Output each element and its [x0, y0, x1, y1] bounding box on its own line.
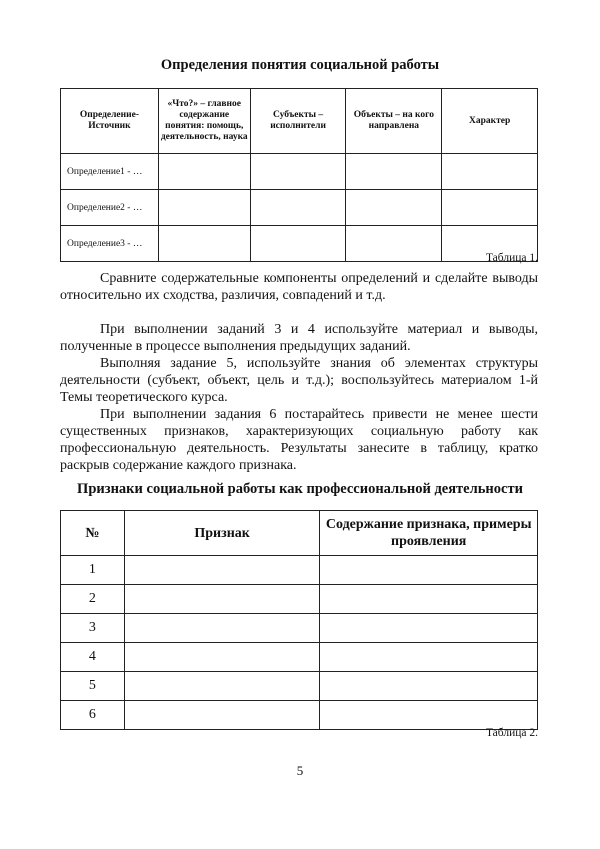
table-cell	[124, 614, 320, 643]
table-cell	[320, 672, 538, 701]
table-cell	[158, 226, 250, 262]
table-row	[61, 643, 538, 672]
features-table	[60, 510, 538, 730]
table-cell	[320, 643, 538, 672]
table-cell	[320, 614, 538, 643]
table-row	[61, 190, 538, 226]
table2-caption: Таблица 2.	[485, 727, 538, 739]
header-definition-source: Определение-Источник	[61, 89, 159, 154]
row-number: 4	[61, 643, 125, 672]
table1-caption: Таблица 1.	[485, 252, 538, 264]
table-cell	[124, 672, 320, 701]
paragraph-text: Выполняя задание 5, используйте знания об элементах структуры деятельности (субъект, объект, цель и т.д.); воспользуйтесь материалом 1-й Темы теоретического курса.	[60, 356, 538, 405]
definitions-table	[60, 88, 538, 262]
table-cell	[346, 154, 442, 190]
table2-title: Признаки социальной работы как профессиональной деятельности	[77, 481, 523, 497]
table-cell	[250, 226, 346, 262]
table-cell	[346, 190, 442, 226]
paragraph-text: При выполнении заданий 3 и 4 используйте материал и выводы, полученные в процессе выполнения предыдущих заданий.	[60, 322, 538, 354]
paragraph	[60, 406, 538, 474]
table-cell	[442, 190, 538, 226]
paragraph	[60, 321, 538, 355]
row-number: 1	[61, 556, 125, 585]
page-number: 5	[296, 763, 304, 778]
table-cell	[250, 190, 346, 226]
header-subjects: Субъекты – исполнители	[250, 89, 346, 154]
table-cell	[320, 556, 538, 585]
table-row	[61, 672, 538, 701]
table-cell	[158, 154, 250, 190]
table-header-row	[61, 89, 538, 154]
table-cell	[442, 154, 538, 190]
table-cell	[124, 643, 320, 672]
table-cell	[124, 701, 320, 730]
header-content: Содержание признака, примеры проявления	[320, 511, 538, 556]
row-label: Определение1 - …	[61, 154, 159, 190]
row-number: 2	[61, 585, 125, 614]
table-row	[61, 614, 538, 643]
table-row	[61, 585, 538, 614]
row-number: 3	[61, 614, 125, 643]
paragraph-text: Сравните содержательные компоненты определений и сделайте выводы относительно их сходства, различия, совпадений и т.д.	[60, 271, 538, 303]
table-cell	[320, 701, 538, 730]
paragraph	[60, 270, 538, 304]
table-cell	[158, 190, 250, 226]
row-number: 5	[61, 672, 125, 701]
paragraph	[60, 355, 538, 406]
row-label: Определение2 - …	[61, 190, 159, 226]
header-what: «Что?» – главное содержание понятия: помощь, деятельность, наука	[158, 89, 250, 154]
header-character: Характер	[442, 89, 538, 154]
row-number: 6	[61, 701, 125, 730]
row-label: Определение3 - …	[61, 226, 159, 262]
paragraph-text: При выполнении задания 6 постарайтесь привести не менее шести существенных признаков, характеризующих социальную работу как профессиональную деятельность. Результаты занесите в таблицу, кратко раскрыв содержание каждого признака.	[60, 407, 538, 473]
table-row	[61, 154, 538, 190]
table-cell	[124, 585, 320, 614]
table-cell	[124, 556, 320, 585]
header-objects: Объекты – на кого направлена	[346, 89, 442, 154]
table1-title: Определения понятия социальной работы	[160, 57, 440, 73]
table-row	[61, 226, 538, 262]
table-row	[61, 556, 538, 585]
table-row	[61, 701, 538, 730]
table-cell	[250, 154, 346, 190]
table-cell	[346, 226, 442, 262]
header-feature: Признак	[124, 511, 320, 556]
header-number: №	[61, 511, 125, 556]
table-header-row	[61, 511, 538, 556]
table-cell	[320, 585, 538, 614]
